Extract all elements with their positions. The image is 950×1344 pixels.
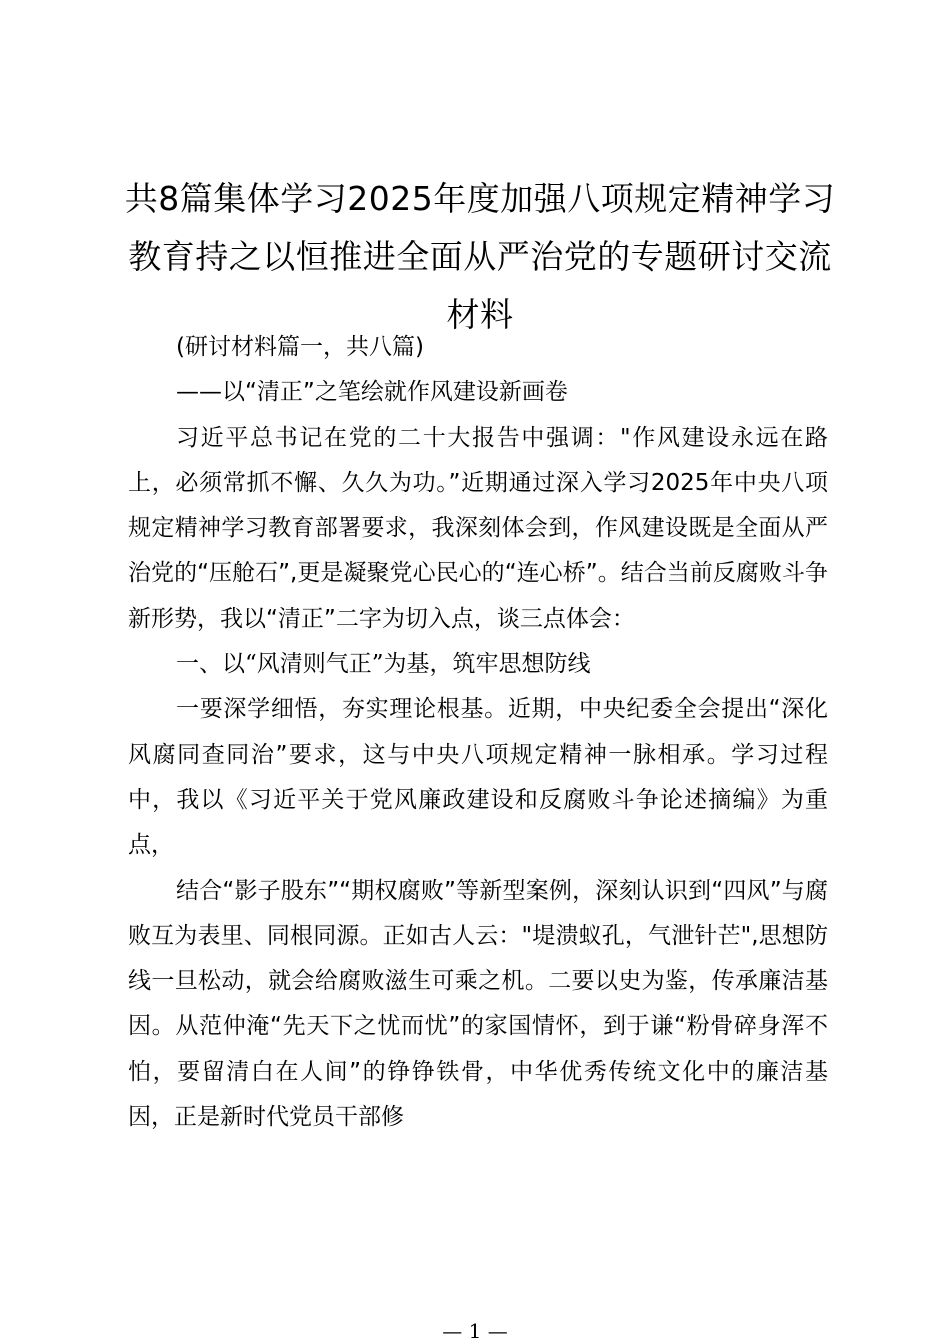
section-heading-1: 一、以“风清则气正”为基，筑牢思想防线 <box>176 651 591 678</box>
intro-paragraph: 习近平总书记在党的二十大报告中强调："作风建设永远在路上，必须常抓不懈、久久为功。”近期通过深入学习2025年中央八项规定精神学习教育部署要求，我深刻体会到，作风建设既是全面从严治党的“压舱石”,更是凝聚党心民心的“连心桥”。结合当前反腐败斗争新形势，我以“清正”二字为切入点，谈三点体会： <box>128 424 828 632</box>
subtitle-theme: ——以“清正”之笔绘就作风建设新画卷 <box>176 379 568 406</box>
subtitle-note: (研讨材料篇一，共八篇) <box>176 334 424 360</box>
body-paragraph-2: 结合“影子股东”“期权腐败”等新型案例，深刻认识到“四风”与腐败互为表里、同根同源。正如古人云："堤溃蚁孔，气泄针芒",思想防线一旦松动，就会给腐败滋生可乘之机。二要以史为鉴，传承廉洁基因。从范仲淹“先天下之忧而忧”的家国情怀，到于谦“粉骨碎身浑不怕，要留清白在人间”的铮铮铁骨，中华优秀传统文化中的廉洁基因，正是新时代党员干部修 <box>128 877 828 1131</box>
page-number: — 1 — <box>442 1319 508 1343</box>
document-body <box>128 325 828 1140</box>
body-paragraph-1: 一要深学细悟，夯实理论根基。近期，中央纪委全会提出“深化风腐同查同治”要求，这与中央八项规定精神一脉相承。学习过程中，我以《习近平关于党风廉政建设和反腐败斗争论述摘编》为重点， <box>128 696 828 859</box>
document-title: 共8篇集体学习2025年度加强八项规定精神学习教育持之以恒推进全面从严治党的专题研讨交流材料 <box>124 179 836 334</box>
